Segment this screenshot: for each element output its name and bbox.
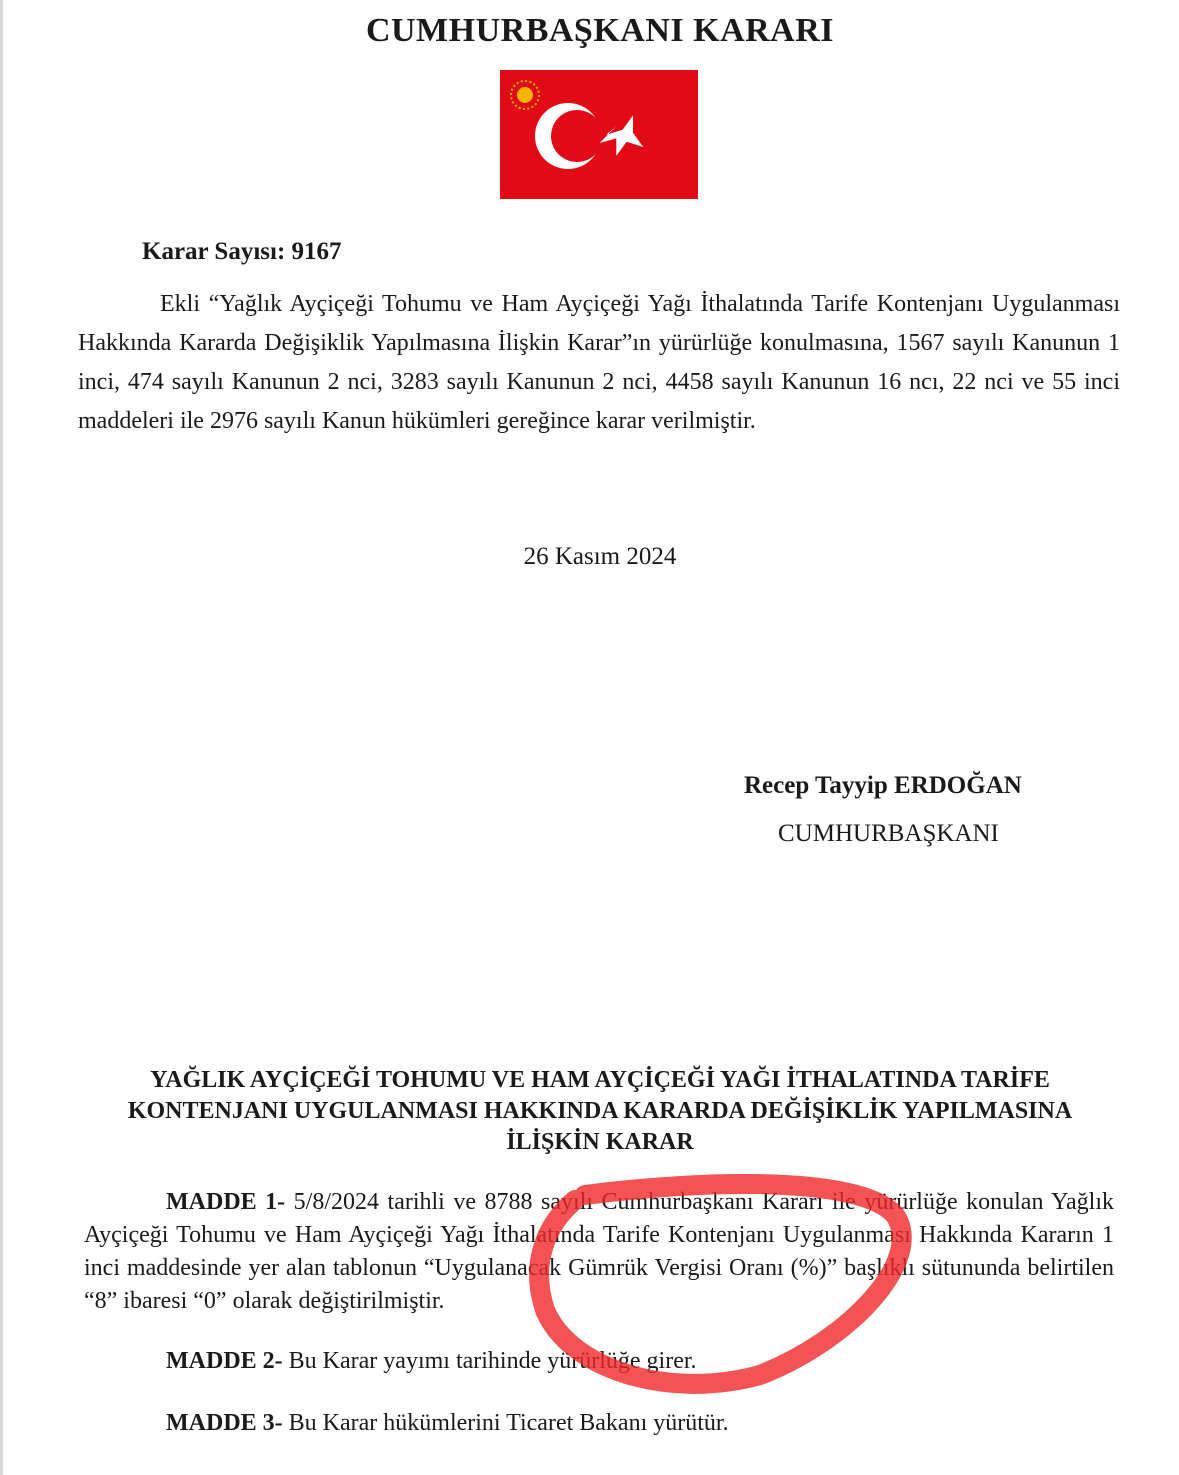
- document-title: CUMHURBAŞKANI KARARI: [365, 12, 835, 49]
- signatory-title: CUMHURBAŞKANI: [778, 820, 999, 847]
- article-3: [84, 1407, 1114, 1440]
- article-label: MADDE 3-: [166, 1410, 283, 1436]
- presidential-flag-icon: [500, 70, 698, 199]
- article-label: MADDE 2-: [166, 1348, 283, 1374]
- preamble-paragraph: Ekli “Yağlık Ayçiçeği Tohumu ve Ham Ayçiçeği Yağı İthalatında Tarife Kontenjanı Uygulanması Hakkında Kararda Değişiklik Yapılmasına İlişkin Karar”ın yürürlüğe konulmasına, 1567 sayılı Kanunun 1 inci, 474 sayılı Kanunun 2 nci, 3283 sayılı Kanunun 2 nci, 4458 sayılı Kanunun 16 ncı, 22 nci ve 55 inci maddeleri ile 2976 sayılı Kanun hükümleri gereğince karar verilmiştir.: [78, 291, 1120, 434]
- article-2: [84, 1345, 1114, 1378]
- annex-title: YAĞLIK AYÇİÇEĞİ TOHUMU VE HAM AYÇİÇEĞİ YAĞI İTHALATINDA TARİFE KONTENJANI UYGULANMASI HAKKINDA KARARDA DEĞİŞİKLİK YAPILMASINA İLİŞKİN KARAR: [127, 1067, 1073, 1155]
- article-text: Bu Karar hükümlerini Ticaret Bakanı yürütür.: [282, 1410, 729, 1436]
- article-text: Bu Karar yayımı tarihinde yürürlüğe girer.: [282, 1348, 697, 1374]
- article-text: 5/8/2024 tarihli ve 8788 sayılı Cumhurbaşkanı Kararı ile yürürlüğe konulan Yağlık Ayçiçeği Tohumu ve Ham Ayçiçeği Yağı İthalatında Tarife Kontenjanı Uygulanması Hakkında Kararın 1 inci maddesinde yer alan tablonun “Uygulanacak Gümrük Vergisi Oranı (%)” başlıklı sütununda belirtilen “8” ibaresi “0” olarak değiştirilmiştir.: [84, 1189, 1114, 1314]
- page-edge: [0, 0, 3, 1475]
- article-label: MADDE 1-: [166, 1189, 286, 1215]
- sun-emblem-icon: [511, 81, 539, 109]
- signatory-name: Recep Tayyip ERDOĞAN: [744, 772, 1022, 799]
- article-1: [84, 1186, 1114, 1318]
- decision-date: 26 Kasım 2024: [523, 543, 677, 570]
- decision-number: Karar Sayısı: 9167: [142, 238, 342, 265]
